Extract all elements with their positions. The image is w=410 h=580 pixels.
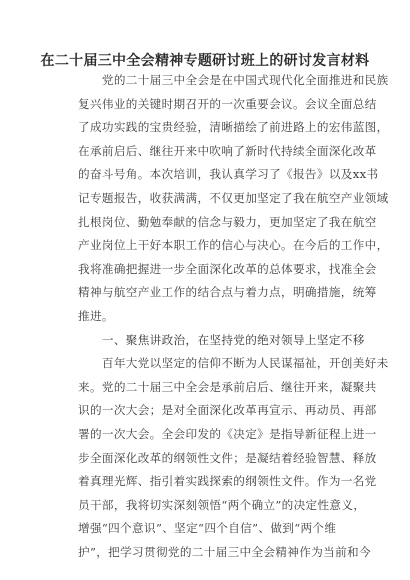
paragraph-line: 我将准确把握进一步全面深化改革的总体要求，找准全会	[78, 261, 377, 276]
paragraph-line: 增强“四个意识”、坚定“四个自信”、做到“两个维	[78, 521, 337, 536]
document-body	[78, 69, 389, 564]
paragraph-line: 记专题报告，收获满满，不仅更加坚定了我在航空产业领域	[78, 190, 389, 205]
paragraph-line: 护”，把学习贯彻党的二十届三中全会精神作为当前和今	[78, 544, 371, 559]
paragraph-line: 产业岗位上干好本职工作的信心与决心。在今后的工作中，	[78, 238, 389, 253]
paragraph-line: 精神与航空产业工作的结合点与着力点，明确措施，统筹	[78, 285, 377, 300]
paragraph-line: 步全面深化改革的纲领性文件；是凝结着经验智慧、释放	[78, 450, 377, 465]
paragraph-line: 来。党的二十届三中全会是承前启后、继往开来，凝聚共	[78, 379, 377, 394]
paragraph-line: 着真理光辉、指引着实践探索的纲领性文件。作为一名党	[78, 474, 377, 489]
document-title: 在二十届三中全会精神专题研讨班上的研讨发言材料	[40, 53, 370, 69]
section-heading: 一、聚焦讲政治，在坚持党的绝对领导上坚定不移	[78, 332, 365, 347]
paragraph-line: 在承前启后、继往开来中吹响了新时代持续全面深化改革	[78, 143, 377, 158]
paragraph-line: 署的一次大会。全会印发的《决定》是指导新征程上进一	[78, 426, 377, 441]
paragraph-line: 员干部，我将切实深刻领悟“两个确立”的决定性意义，	[78, 497, 366, 512]
paragraph-line: 百年大党以坚定的信仰不断为人民谋福祉，开创美好未	[78, 356, 389, 371]
paragraph-line: 党的二十届三中全会是在中国式现代化全面推进和民族	[78, 73, 389, 87]
paragraph-line: 识的一次大会；是对全面深化改革再宣示、再动员、再部	[78, 403, 377, 418]
paragraph-line: 复兴伟业的关键时期召开的一次重要会议。会议全面总结	[78, 96, 377, 111]
paragraph-line: 推进。	[78, 308, 114, 323]
paragraph-line: 的奋斗号角。本次培训，我认真学习了《报告》以及xx书	[78, 167, 379, 182]
paragraph-line: 了成功实践的宝贵经验，清晰描绘了前进路上的宏伟蓝图，	[78, 120, 389, 135]
paragraph-line: 扎根岗位、勤勉奉献的信念与毅力，更加坚定了我在航空	[78, 214, 377, 229]
